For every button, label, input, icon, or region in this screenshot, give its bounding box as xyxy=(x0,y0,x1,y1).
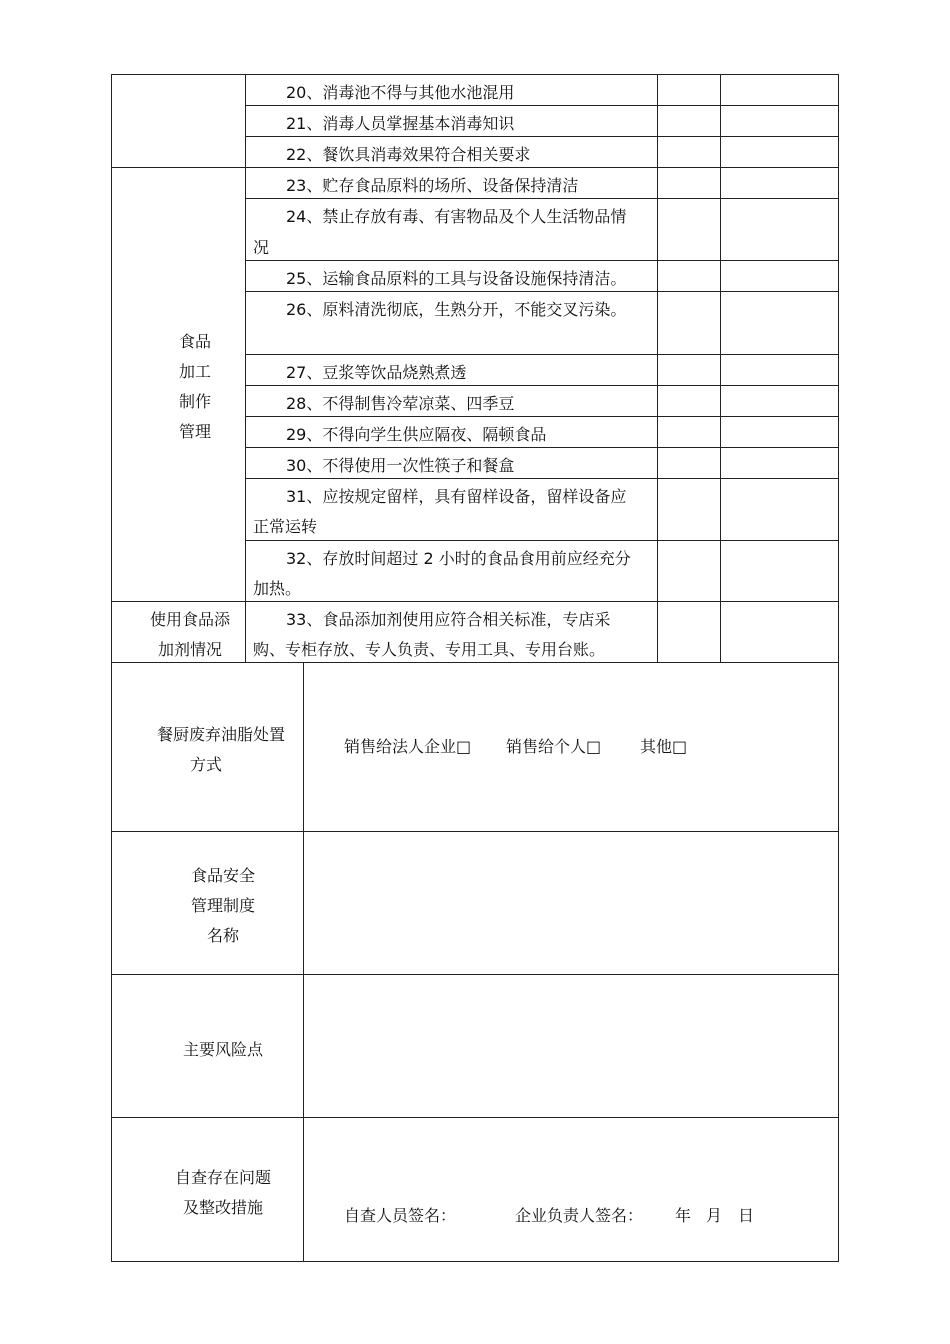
row-divider xyxy=(245,136,839,137)
category-food-processing xyxy=(155,327,235,447)
risk-points-value[interactable] xyxy=(304,975,838,1117)
check-item-22: 22、餐饮具消毒效果符合相关要求 xyxy=(286,145,531,164)
manager-signature[interactable]: 企业负责人签名： xyxy=(515,1206,644,1225)
row-divider xyxy=(111,167,839,168)
option-sell-to-individual[interactable]: 销售给个人□ xyxy=(506,737,602,756)
check-item-31-cont: 正常运转 xyxy=(253,517,318,536)
safety-system-label-line: 食品安全 xyxy=(190,866,255,885)
check-item-32-cont: 加热。 xyxy=(253,579,302,598)
row-divider xyxy=(245,416,839,417)
row-divider xyxy=(245,354,839,355)
risk-points-label xyxy=(163,1035,283,1065)
row-divider xyxy=(245,291,839,292)
table-border-left xyxy=(111,662,112,1262)
safety-system-label-line: 管理制度 xyxy=(190,896,255,915)
row-divider xyxy=(111,1117,839,1118)
risk-points-label-line: 主要风险点 xyxy=(182,1040,263,1059)
row-divider xyxy=(111,601,839,602)
check-item-23: 23、贮存食品原料的场所、设备保持清洁 xyxy=(286,176,579,195)
check-item-32: 32、存放时间超过 2 小时的食品食用前应经充分 xyxy=(286,549,631,568)
check-item-30: 30、不得使用一次性筷子和餐盒 xyxy=(286,456,515,475)
table-border-top xyxy=(111,74,839,75)
check-item-26: 26、原料清洗彻底，生熟分开，不能交叉污染。 xyxy=(286,300,627,319)
category-label-line: 管理 xyxy=(178,422,211,441)
date-year: 年 xyxy=(675,1206,692,1225)
row-divider xyxy=(245,540,839,541)
table-border-left xyxy=(111,74,112,662)
category-label-line: 加工 xyxy=(178,362,211,381)
category-label-line: 食品 xyxy=(178,332,211,351)
safety-system-label-line: 名称 xyxy=(206,926,239,945)
option-other[interactable]: 其他□ xyxy=(640,737,688,756)
category-label-line: 加剂情况 xyxy=(157,640,222,659)
table-border-right xyxy=(838,662,839,1262)
date-day: 日 xyxy=(738,1206,755,1225)
col-divider xyxy=(657,74,658,662)
waste-oil-label-line: 方式 xyxy=(190,755,223,774)
waste-oil-label xyxy=(130,720,290,780)
self-check-label-line: 自查存在问题 xyxy=(174,1168,271,1187)
check-item-28: 28、不得制售冷荤凉菜、四季豆 xyxy=(286,394,515,413)
table-border-right xyxy=(838,74,839,662)
safety-system-value[interactable] xyxy=(304,832,838,974)
col-divider xyxy=(245,74,246,662)
row-divider xyxy=(245,105,839,106)
category-label-line: 使用食品添 xyxy=(149,610,230,629)
check-item-29: 29、不得向学生供应隔夜、隔顿食品 xyxy=(286,425,547,444)
check-item-24-cont: 况 xyxy=(253,238,270,257)
check-item-33: 33、食品添加剂使用应符合相关标准，专店采 xyxy=(286,610,611,629)
option-sell-to-company[interactable]: 销售给法人企业□ xyxy=(344,737,472,756)
row-divider xyxy=(245,260,839,261)
check-item-33-cont: 购、专柜存放、专人负责、专用工具、专用台账。 xyxy=(253,640,606,659)
waste-oil-label-line: 餐厨废弃油脂处置 xyxy=(157,725,286,744)
self-check-label-line: 及整改措施 xyxy=(182,1198,263,1217)
self-check-label xyxy=(158,1163,288,1223)
row-divider xyxy=(245,447,839,448)
row-divider xyxy=(245,385,839,386)
category-label-line: 制作 xyxy=(178,392,211,411)
row-divider xyxy=(245,478,839,479)
col-divider xyxy=(720,74,721,662)
inspector-signature[interactable]: 自查人员签名： xyxy=(344,1206,457,1225)
table-border-bottom xyxy=(111,1261,839,1262)
check-item-20: 20、消毒池不得与其他水池混用 xyxy=(286,83,515,102)
category-additives xyxy=(130,605,250,665)
check-item-31: 31、应按规定留样，具有留样设备，留样设备应 xyxy=(286,487,627,506)
date-month: 月 xyxy=(706,1206,723,1225)
check-item-25: 25、运输食品原料的工具与设备设施保持清洁。 xyxy=(286,269,627,288)
check-item-21: 21、消毒人员掌握基本消毒知识 xyxy=(286,114,515,133)
check-item-27: 27、豆浆等饮品烧熟煮透 xyxy=(286,363,467,382)
safety-system-label xyxy=(163,861,283,951)
row-divider xyxy=(245,198,839,199)
check-item-24: 24、禁止存放有毒、有害物品及个人生活物品情 xyxy=(286,207,627,226)
